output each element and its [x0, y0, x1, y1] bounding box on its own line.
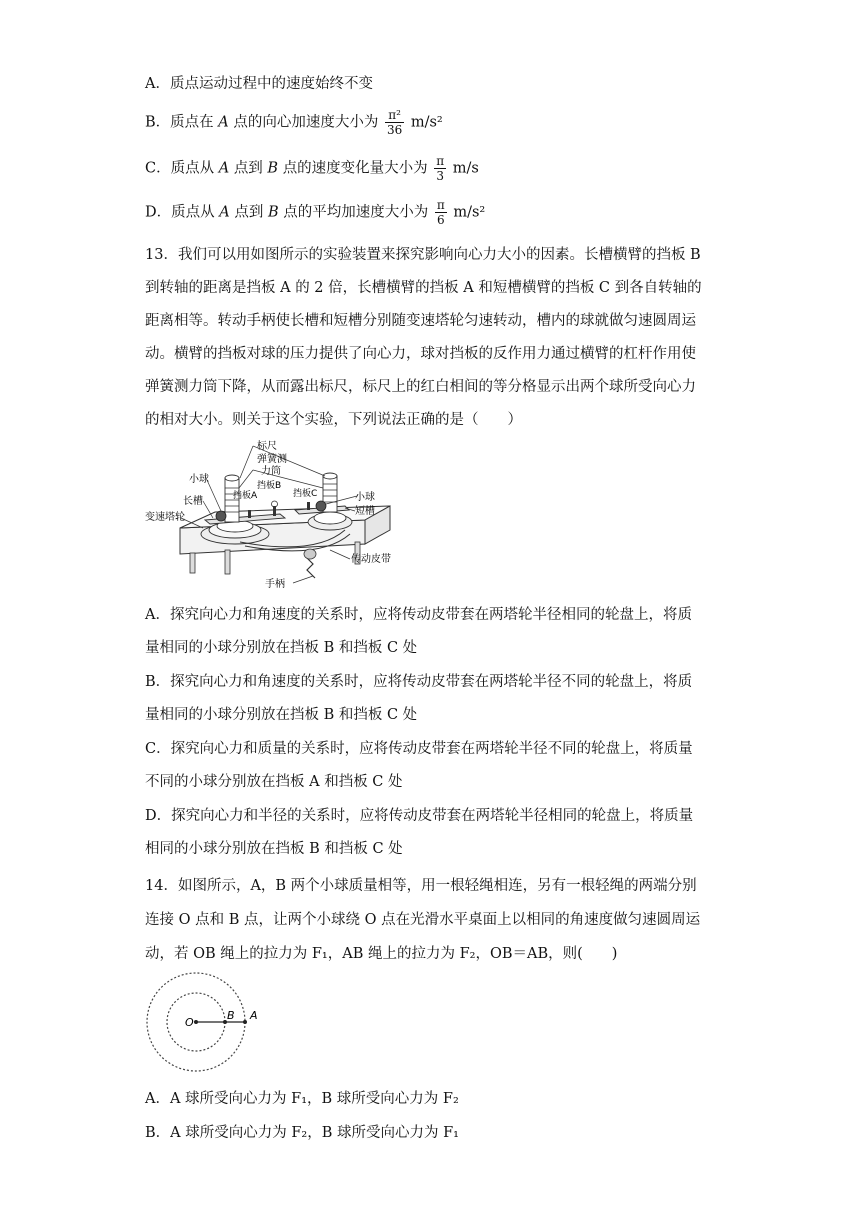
q12-option-c-unit: m/s [452, 160, 479, 177]
q12-option-c-mid-1: 点到 [233, 160, 263, 177]
q12-option-d [145, 198, 485, 227]
q13-option-d-line-2: 相同的小球分别放在挡板 B 和挡板 C 处 [145, 841, 403, 857]
fraction-numerator: π [436, 154, 445, 168]
baffle-c [307, 502, 310, 510]
spring-tube-left-top [225, 475, 239, 481]
baffle-b [273, 506, 276, 516]
label-ball-right: 小球 [355, 492, 375, 503]
q14-stem-line-2: 连接 O 点和 B 点，让两个小球绕 O 点在光滑水平桌面上以相同的角速度做匀速圆周运 [145, 912, 701, 928]
q13-stem-line-1: 13．我们可以用如图所示的实验装置来探究影响向心力大小的因素。长槽横臂的挡板 B [145, 247, 701, 263]
q13-option-c-line-2: 不同的小球分别放在挡板 A 和挡板 C 处 [145, 774, 403, 790]
q12-option-b-mid: 点的向心加速度大小为 [233, 114, 379, 131]
q12-option-c-prefix: C．质点从 [145, 160, 215, 177]
label-crank-handle: 手柄 [265, 579, 285, 590]
q13-stem-line-6: 的相对大小。则关于这个实验，下列说法正确的是（ ） [145, 412, 522, 428]
spring-tube-right-top [323, 473, 337, 479]
q13-option-b-line-2: 量相同的小球分别放在挡板 B 和挡板 C 处 [145, 707, 418, 723]
leader-line [239, 470, 253, 488]
ball-left [216, 511, 226, 521]
q13-option-a-line-1: A．探究向心力和角速度的关系时，应将传动皮带套在两塔轮半径相同的轮盘上，将质 [145, 607, 692, 623]
label-baffle-a: 挡板A [233, 491, 258, 501]
label-drive-belt: 传动皮带 [351, 554, 391, 565]
crank-hub [304, 549, 316, 559]
label-a: A [250, 1009, 258, 1022]
center-point-o [194, 1020, 198, 1024]
q12-option-c-fraction [434, 154, 446, 183]
fraction-denominator: 6 [436, 213, 445, 227]
q12-option-c [145, 154, 479, 183]
q14-option-a: A．A 球所受向心力为 F₁，B 球所受向心力为 F₂ [145, 1091, 459, 1107]
q12-option-d-mid-2: 点的平均加速度大小为 [283, 204, 429, 221]
ball-a [243, 1020, 247, 1024]
q14-stem-line-3: 动，若 OB 绳上的拉力为 F₁，AB 绳上的拉力为 F₂，OB＝AB，则( ) [145, 946, 618, 962]
centripetal-apparatus-figure [145, 438, 425, 590]
label-baffle-b: 挡板B [257, 481, 282, 491]
baffle-a [248, 510, 251, 518]
q13-stem-line-5: 弹簧测力筒下降，从而露出标尺，标尺上的红白相间的等分格显示出两个球所受向心力 [145, 379, 696, 395]
fraction-numerator: π² [385, 108, 404, 123]
q12-option-d-fraction [435, 198, 447, 227]
concentric-circles-figure [143, 972, 273, 1072]
leader-line [330, 550, 350, 559]
q12-option-d-unit: m/s² [453, 204, 486, 221]
q13-stem-line-4: 动。横臂的挡板对球的压力提供了向心力，球对挡板的反作用力通过横臂的杠杆作用使 [145, 346, 696, 362]
q13-option-d-line-1: D．探究向心力和半径的关系时，应将传动皮带套在两塔轮半径相同的轮盘上，将质量 [145, 808, 694, 824]
q12-option-c-point-2: B [267, 160, 279, 177]
q12-option-d-point-1: A [219, 204, 230, 221]
label-baffle-c: 挡板C [293, 489, 318, 499]
label-long-groove: 长槽 [183, 496, 203, 507]
q13-option-c-line-1: C．探究向心力和质量的关系时，应将传动皮带套在两塔轮半径不同的轮盘上，将质量 [145, 741, 693, 757]
q13-stem-line-3: 距离相等。转动手柄使长槽和短槽分别随变速塔轮匀速转动，槽内的球就做匀速圆周运 [145, 313, 696, 329]
ball-right [316, 501, 326, 511]
q12-option-b-unit: m/s² [410, 114, 443, 131]
q13-option-b-line-1: B．探究向心力和角速度的关系时，应将传动皮带套在两塔轮半径不同的轮盘上，将质 [145, 674, 693, 690]
q12-option-b-prefix: B．质点在 [145, 114, 214, 131]
q14-option-b: B．A 球所受向心力为 F₂，B 球所受向心力为 F₁ [145, 1125, 459, 1141]
q12-option-b-fraction [385, 108, 404, 137]
fraction-denominator: 36 [386, 123, 403, 137]
q12-option-b [145, 108, 443, 137]
fraction-numerator: π [436, 198, 445, 212]
label-short-groove: 短槽 [355, 506, 375, 517]
label-variable-pulley: 变速塔轮 [145, 512, 185, 523]
q14-stem-line-1: 14．如图所示，A，B 两个小球质量相等，用一根轻绳相连，另有一根轻绳的两端分别 [145, 878, 697, 894]
q12-option-c-point-1: A [218, 160, 230, 177]
label-spring-1: 弹簧测 [257, 454, 287, 465]
q12-option-c-mid-2: 点的速度变化量大小为 [282, 160, 428, 177]
label-ball-left: 小球 [189, 474, 209, 485]
q12-option-a: A．质点运动过程中的速度始终不变 [145, 76, 373, 92]
fraction-denominator: 3 [436, 169, 445, 183]
q12-option-d-mid-1: 点到 [234, 204, 264, 221]
leader-line [293, 576, 313, 583]
label-biaochi: 标尺 [257, 441, 277, 452]
leader-line [240, 446, 253, 478]
leader-line [207, 480, 221, 511]
pulley-right-small [314, 512, 346, 524]
q13-stem-line-2: 到转轴的距离是挡板 A 的 2 倍，长槽横臂的挡板 A 和短槽横臂的挡板 C 到各自转轴的 [145, 280, 702, 296]
q13-option-a-line-2: 量相同的小球分别放在挡板 B 和挡板 C 处 [145, 640, 418, 656]
label-o: O [185, 1016, 194, 1029]
q12-option-d-prefix: D．质点从 [145, 204, 215, 221]
apparatus-leg [225, 550, 230, 574]
q12-option-d-point-2: B [267, 204, 279, 221]
q12-option-b-point: A [218, 114, 229, 131]
label-b: B [227, 1009, 235, 1022]
label-spring-2: 力筒 [261, 466, 281, 477]
apparatus-leg [190, 553, 195, 573]
